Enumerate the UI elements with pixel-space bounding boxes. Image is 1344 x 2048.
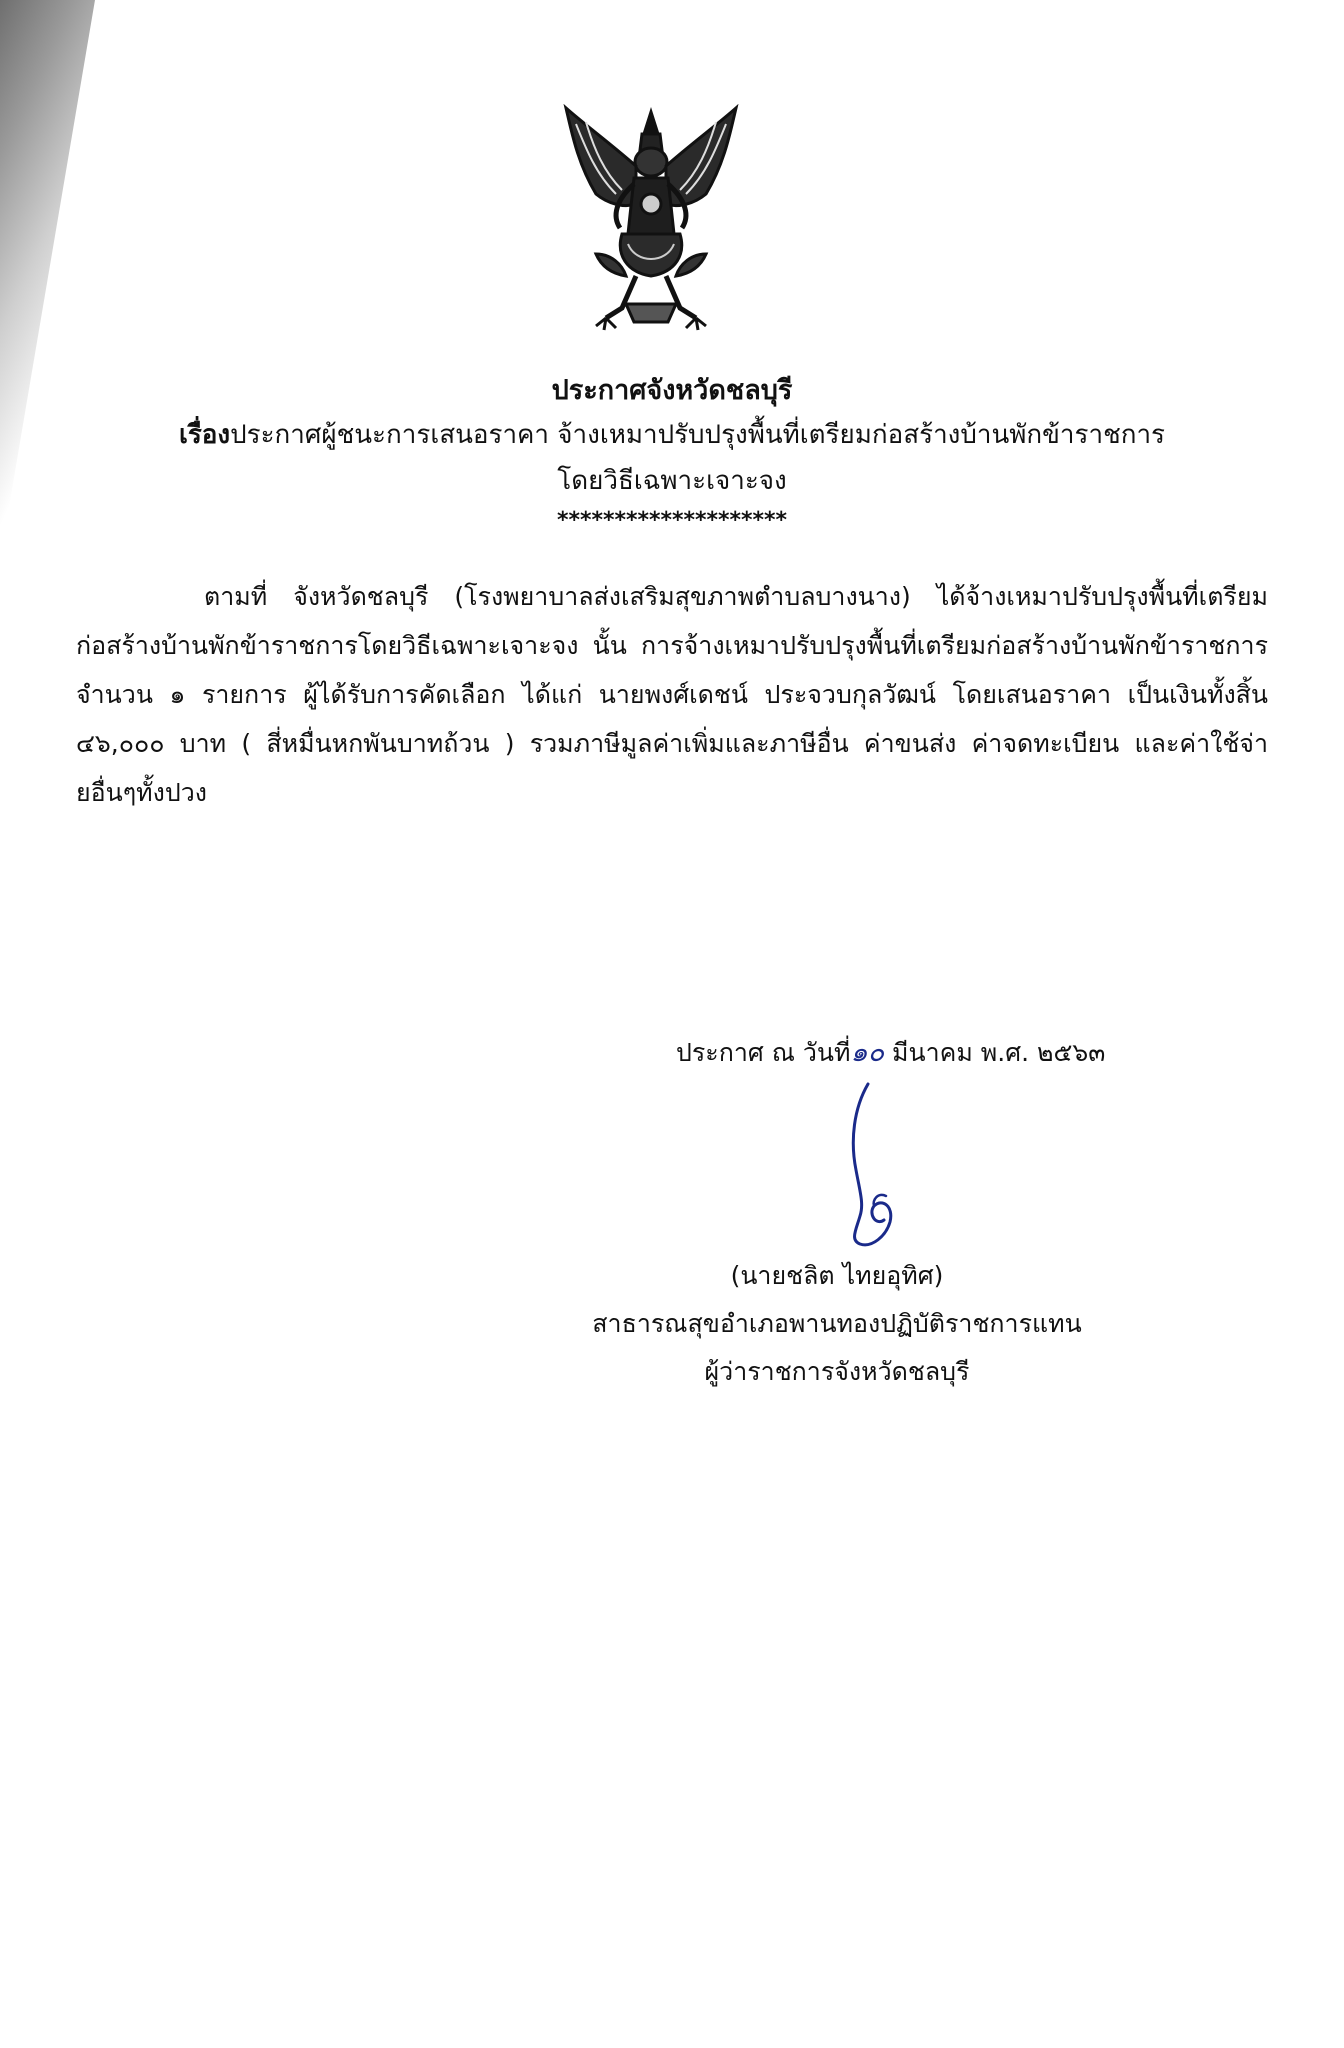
subject-text: ประกาศผู้ชนะการเสนอราคา จ้างเหมาปรับปรุงพื้นที่เตรียมก่อสร้างบ้านพักข้าราชการ xyxy=(230,420,1166,450)
announcement-body: ตามที่ จังหวัดชลบุรี (โรงพยาบาลส่งเสริมสุขภาพตำบลบางนาง) ได้จ้างเหมาปรับปรุงพื้นที่เตรียมก่อสร้างบ้านพักข้าราชการโดยวิธีเฉพาะเจาะจง นั้น การจ้างเหมาปรับปรุงพื้นที่เตรียมก่อสร้างบ้านพักข้าราชการ จำนวน ๑ รายการ ผู้ได้รับการคัดเลือก ได้แก่ นายพงศ์เดชน์ ประจวบกุลวัฒน์ โดยเสนอราคา เป็นเงินทั้งสิ้น ๔๖,๐๐๐ บาท ( สี่หมื่นหกพันบาทถ้วน ) รวมภาษีมูลค่าเพิ่มและภาษีอื่น ค่าขนส่ง ค่าจดทะเบียน และค่าใช้จ่ายอื่นๆทั้งปวง xyxy=(76,582,1268,807)
date-prefix: ประกาศ ณ วันที่ xyxy=(676,1038,851,1067)
separator-line: ******************** xyxy=(556,508,788,533)
subject-text-line2: โดยวิธีเฉพาะเจาะจง xyxy=(557,466,787,496)
subject-label: เรื่อง xyxy=(178,420,231,450)
signer-name: (นายชลิต ไทยอุทิศ) xyxy=(730,1261,944,1290)
document-title: ประกาศจังหวัดชลบุรี xyxy=(551,375,793,406)
announcement-date xyxy=(676,1030,1105,1073)
handwritten-signature xyxy=(820,1080,930,1250)
signer-position: สาธารณสุขอำเภอพานทองปฏิบัติราชการแทน xyxy=(592,1309,1082,1338)
date-day: ๑๐ xyxy=(850,1037,885,1068)
document-subject xyxy=(0,414,1344,455)
signer-position-line2: ผู้ว่าราชการจังหวัดชลบุรี xyxy=(704,1357,970,1386)
garuda-emblem-icon xyxy=(556,104,746,334)
date-suffix: มีนาคม พ.ศ. ๒๕๖๓ xyxy=(892,1038,1106,1067)
